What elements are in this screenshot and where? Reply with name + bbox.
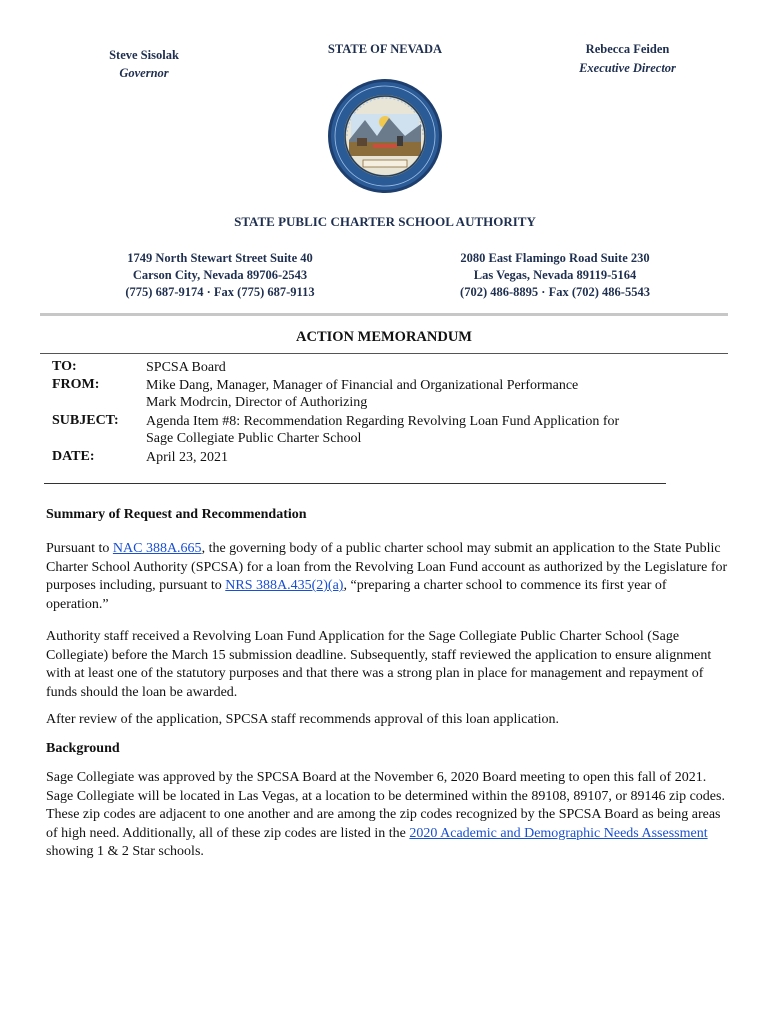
summary-p1-text-a: Pursuant to: [46, 541, 113, 556]
summary-p1-text-c: , “preparing a charter school to commence its first year of operation.”: [46, 578, 667, 612]
background-paragraph: [46, 769, 730, 862]
summary-paragraph-3: After review of the application, SPCSA staff recommends approval of this loan application.: [46, 712, 559, 727]
vegas-address-line1: 2080 East Flamingo Road Suite 230: [460, 251, 650, 265]
from-value-1: Mike Dang, Manager, Manager of Financial and Organizational Performance: [146, 378, 579, 393]
from-value-2: Mark Modrcin, Director of Authorizing: [146, 395, 368, 410]
subject-label: SUBJECT:: [52, 413, 119, 428]
memo-bottom-rule: [44, 483, 666, 484]
carson-address-line1: 1749 North Stewart Street Suite 40: [127, 251, 313, 265]
director-name: Rebecca Feiden: [585, 42, 670, 56]
governor-title: Governor: [119, 66, 169, 80]
to-label: TO:: [52, 359, 77, 374]
agency-name: STATE PUBLIC CHARTER SCHOOL AUTHORITY: [234, 214, 536, 229]
carson-address-line2: Carson City, Nevada 89706-2543: [132, 268, 308, 282]
needs-assessment-link[interactable]: 2020 Academic and Demographic Needs Assessment: [409, 825, 708, 841]
state-seal-icon: [327, 78, 443, 194]
state-title: STATE OF NEVADA: [327, 42, 443, 56]
carson-phone-line: (775) 687-9174 · Fax (775) 687-9113: [125, 285, 315, 299]
vegas-address-line2: Las Vegas, Nevada 89119-5164: [473, 268, 637, 282]
vegas-phone-line: (702) 486-8895 · Fax (702) 486-5543: [460, 285, 650, 299]
date-value: April 23, 2021: [146, 450, 229, 465]
director-title: Executive Director: [579, 61, 676, 75]
carson-address: [90, 250, 350, 301]
summary-paragraph-1: [46, 540, 730, 614]
subject-value-1: Agenda Item #8: Recommendation Regarding Revolving Loan Fund Application for: [146, 414, 620, 429]
state-seal: [327, 78, 443, 194]
governor-name: Steve Sisolak: [109, 48, 179, 62]
summary-p1-text-b: , the governing body of a public charter school may submit an application to the State Public Charter School Authority (SPCSA) for a loan from the Revolving Loan Fund account as authorized by the Legislature for purposes including, pursuant to: [46, 541, 728, 594]
memo-title: ACTION MEMORANDUM: [296, 329, 472, 345]
memo-title-rule: [40, 353, 728, 354]
from-label: FROM:: [52, 377, 100, 392]
subject-value-2: Sage Collegiate Public Charter School: [146, 431, 362, 446]
date-label: DATE:: [52, 449, 95, 464]
nrs-388a-435-link[interactable]: NRS 388A.435(2)(a): [225, 578, 344, 594]
summary-heading: Summary of Request and Recommendation: [46, 507, 307, 522]
vegas-address: [420, 250, 690, 301]
background-text-b: showing 1 & 2 Star schools.: [46, 844, 204, 860]
background-heading: Background: [46, 741, 120, 756]
nac-388a-665-link[interactable]: NAC 388A.665: [112, 541, 202, 556]
background-text-a: Sage Collegiate was approved by the SPCSA Board at the November 6, 2020 Board meeting to open this fall of 2021. Sage Collegiate will be located in Las Vegas, at a location to be determined within the 89108, 89107, or 89146 zip codes. These zip codes are adjacent to one another and are among the zip codes recognized by the SPCSA Board as being areas of high need. Additionally, all of these zip codes are listed in the: [46, 770, 725, 841]
summary-paragraph-2: Authority staff received a Revolving Loan Fund Application for the Sage Collegiate Public Charter School (Sage Collegiate) before the March 15 submission deadline. Subsequently, staff reviewed the application to ensure alignment with at least one of the statutory purposes and that there was a strong plan in place for management and repayment of funds should the loan be awarded.: [46, 629, 712, 700]
header-divider: [40, 313, 728, 316]
to-value: SPCSA Board: [146, 360, 226, 375]
